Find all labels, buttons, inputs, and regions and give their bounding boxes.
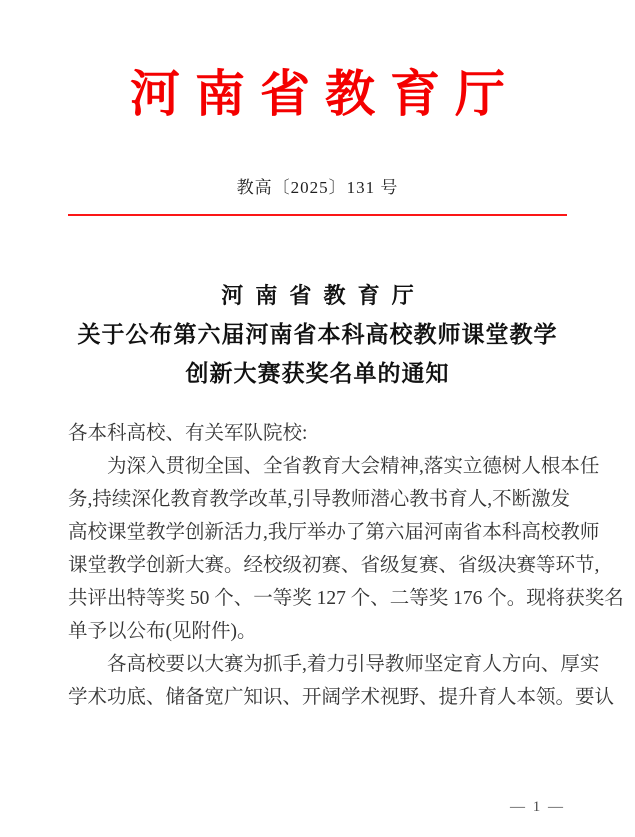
body-line: 学术功底、储备宽广知识、开阔学术视野、提升育人本领。要认: [68, 687, 615, 708]
body-line: 高校课堂教学创新活力,我厅举办了第六届河南省本科高校教师: [68, 522, 600, 543]
body-line: 单予以公布(见附件)。: [68, 621, 257, 642]
body-line: 课堂教学创新大赛。经校级初赛、省级复赛、省级决赛等环节,: [68, 555, 600, 576]
title-organization: 河南省教育厅: [221, 283, 426, 308]
document-number: 教高〔2025〕131 号: [236, 178, 399, 197]
red-divider-line: [68, 214, 567, 216]
document-body: [68, 417, 624, 714]
body-line: 务,持续深化教育教学改革,引导教师潜心教书育人,不断激发: [68, 489, 571, 510]
body-line: 各高校要以大赛为抓手,着力引导教师坚定育人方向、厚实: [107, 654, 600, 675]
document-title: [68, 276, 567, 393]
letterhead-title: 河南省教育厅: [130, 66, 520, 122]
document-page: [0, 62, 635, 837]
title-subject-line-2: 创新大赛获奖名单的通知: [185, 361, 450, 386]
body-line: 为深入贯彻全国、全省教育大会精神,落实立德树人根本任: [107, 456, 600, 477]
body-line: 共评出特等奖 50 个、一等奖 127 个、二等奖 176 个。现将获奖名: [68, 588, 624, 609]
body-line: 各本科高校、有关军队院校:: [68, 423, 308, 444]
page-number: — 1 —: [510, 799, 565, 815]
title-subject-line-1: 关于公布第六届河南省本科高校教师课堂教学: [77, 322, 558, 347]
